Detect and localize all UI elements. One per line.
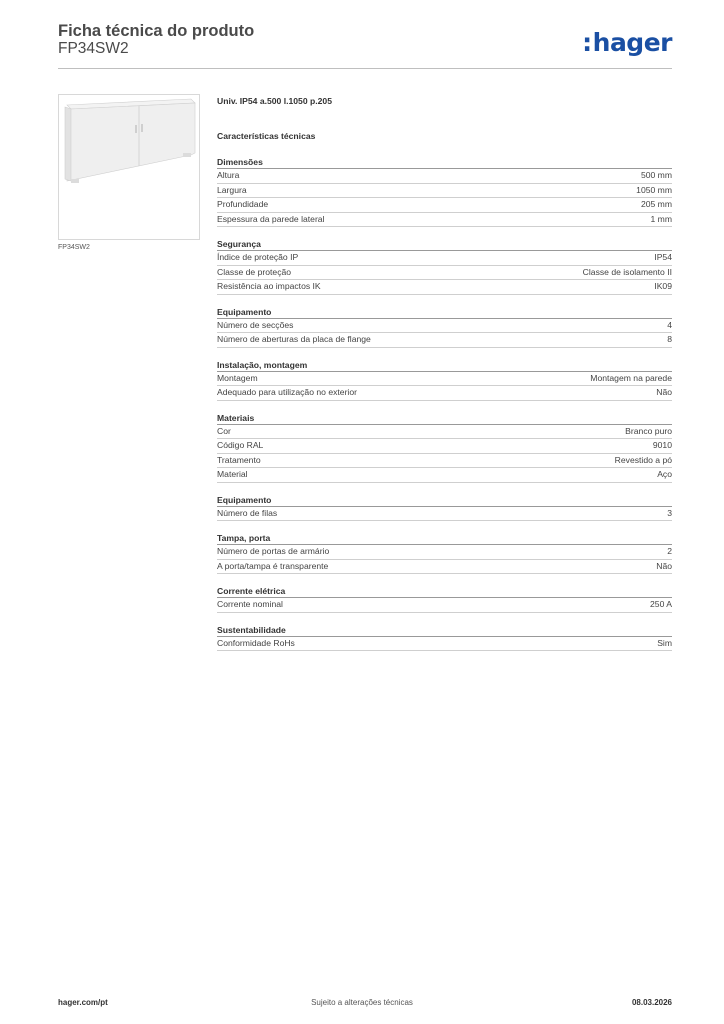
spec-value: Não	[656, 560, 672, 571]
logo-text: hager	[592, 28, 672, 57]
group-title: Equipamento	[217, 495, 672, 507]
spec-row	[217, 598, 672, 613]
group-title: Dimensões	[217, 157, 672, 169]
spec-group	[217, 625, 672, 652]
footer-notice: Sujeito a alterações técnicas	[311, 998, 413, 1007]
spec-label: Espessura da parede lateral	[217, 213, 325, 224]
spec-value: 2	[667, 546, 672, 556]
spec-row	[217, 507, 672, 522]
spec-row	[217, 454, 672, 469]
group-title: Corrente elétrica	[217, 586, 672, 598]
spec-value: 8	[667, 334, 672, 344]
group-title: Tampa, porta	[217, 533, 672, 545]
header-divider	[58, 68, 672, 69]
spec-label: Resistência ao impactos IK	[217, 281, 321, 291]
group-title: Equipamento	[217, 307, 672, 319]
spec-label: Adequado para utilização no exterior	[217, 387, 357, 397]
spec-value: Revestido a pó	[614, 454, 672, 465]
spec-label: Número de secções	[217, 319, 294, 330]
spec-row	[217, 637, 672, 652]
spec-row	[217, 560, 672, 575]
spec-row	[217, 468, 672, 483]
spec-label: Índice de proteção IP	[217, 252, 299, 262]
spec-group	[217, 533, 672, 574]
spec-label: Classe de proteção	[217, 266, 292, 277]
logo-mark: :	[582, 28, 592, 57]
product-image	[58, 94, 200, 240]
page-title: Ficha técnica do produto	[58, 22, 255, 40]
spec-label: Tratamento	[217, 454, 261, 465]
spec-row	[217, 372, 672, 387]
section-title: Características técnicas	[217, 131, 316, 141]
spec-label: Material	[217, 469, 248, 479]
spec-value: Montagem na parede	[590, 372, 672, 383]
spec-row	[217, 333, 672, 348]
spec-label: A porta/tampa é transparente	[217, 560, 329, 571]
spec-group	[217, 360, 672, 401]
group-title: Instalação, montagem	[217, 360, 672, 372]
spec-row	[217, 319, 672, 334]
spec-value: 4	[667, 319, 672, 330]
footer-website[interactable]: hager.com/pt	[58, 998, 108, 1007]
spec-value: Sim	[657, 637, 672, 648]
spec-row	[217, 169, 672, 184]
spec-row	[217, 425, 672, 440]
spec-groups	[217, 157, 672, 651]
spec-value: Branco puro	[625, 425, 672, 436]
group-title: Sustentabilidade	[217, 625, 672, 637]
spec-label: Número de aberturas da placa de flange	[217, 334, 371, 344]
spec-value: 9010	[652, 440, 672, 450]
brand-logo	[582, 28, 672, 57]
spec-label: Corrente nominal	[217, 599, 283, 609]
spec-label: Largura	[217, 184, 247, 195]
spec-label: Altura	[217, 170, 240, 180]
spec-group	[217, 157, 672, 227]
spec-value: IK09	[654, 281, 672, 291]
spec-group	[217, 239, 672, 295]
spec-value: 3	[667, 507, 672, 518]
spec-label: Código RAL	[217, 440, 264, 450]
spec-value: Não	[656, 387, 672, 397]
spec-value: 1 mm	[650, 213, 672, 224]
spec-group	[217, 413, 672, 483]
spec-group	[217, 307, 672, 348]
product-name: Univ. IP54 a.500 l.1050 p.205	[217, 96, 332, 106]
spec-label: Número de filas	[217, 507, 278, 518]
spec-value: 1050 mm	[636, 184, 672, 195]
spec-group	[217, 586, 672, 613]
spec-row	[217, 439, 672, 454]
group-title: Segurança	[217, 239, 672, 251]
spec-value: 250 A	[650, 599, 672, 609]
product-code: FP34SW2	[58, 40, 129, 57]
spec-row	[217, 251, 672, 266]
spec-label: Número de portas de armário	[217, 546, 330, 556]
spec-value: IP54	[654, 252, 672, 262]
group-title: Materiais	[217, 413, 672, 425]
spec-row	[217, 184, 672, 199]
spec-label: Conformidade RoHs	[217, 637, 295, 648]
spec-label: Cor	[217, 425, 231, 436]
spec-row	[217, 266, 672, 281]
spec-row	[217, 213, 672, 228]
spec-label: Profundidade	[217, 199, 269, 209]
spec-value: 205 mm	[640, 199, 672, 209]
spec-row	[217, 280, 672, 295]
spec-content	[217, 96, 672, 651]
spec-group	[217, 495, 672, 522]
image-caption: FP34SW2	[58, 244, 90, 251]
footer-date: 08.03.2026	[631, 998, 672, 1007]
spec-row	[217, 386, 672, 401]
spec-value: Classe de isolamento II	[582, 266, 672, 277]
spec-value: 500 mm	[640, 170, 672, 180]
spec-label: Montagem	[217, 372, 258, 383]
spec-value: Aço	[657, 469, 672, 479]
spec-row	[217, 545, 672, 560]
spec-row	[217, 198, 672, 213]
